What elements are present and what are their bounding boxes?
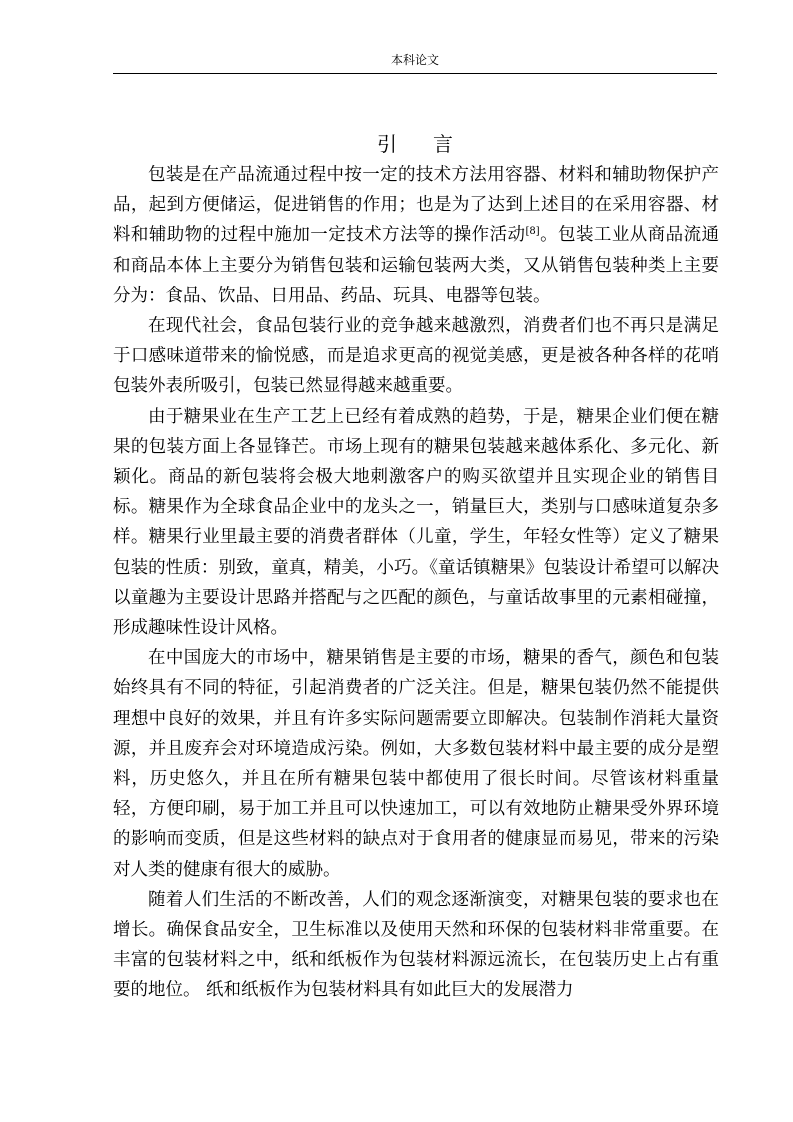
header-rule — [113, 73, 717, 74]
paragraph-text: 。包装工业从商品流通和商品本体上主要分为销售包装和运输包装两大类，又从销售包装种类上主要分为：食品、饮品、日用品、药品、玩具、电器等包装。 — [113, 225, 719, 306]
paragraph-improving-life: 随着人们生活的不断改善，人们的观念逐渐演变，对糖果包装的要求也在增长。确保食品安全，卫生标准以及使用天然和环保的包装材料非常重要。在丰富的包装材料之中，纸和纸板作为包装材料源远流长，在包装历史上占有重要的地位。 纸和纸板作为包装材料具有如此巨大的发展潜力 — [113, 889, 719, 1001]
citation-reference: [8] — [525, 226, 540, 238]
paragraph-text: 包装是在产品流通过程中按一定的技术方法用容器、材料和辅助物保护产品，起到方便储运，促进销售的作用；也是为了达到上述目的在采用容器、材料和辅助物的过程中施加一定技术方法等的操作活动 — [113, 165, 719, 246]
paragraph-packaging-definition — [113, 160, 719, 311]
body-text — [113, 160, 719, 1006]
paragraph-modern-society: 在现代社会，食品包装行业的竞争越来越激烈，消费者们也不再只是满足于口感味道带来的愉悦感，而是追求更高的视觉美感，更是被各种各样的花哨包装外表所吸引，包装已然显得越来越重要。 — [113, 316, 719, 397]
paragraph-candy-industry: 由于糖果业在生产工艺上已经有着成熟的趋势，于是，糖果企业们便在糖果的包装方面上各显锋芒。市场上现有的糖果包装越来越体系化、多元化、新颖化。商品的新包装将会极大地刺激客户的购买欲望并且实现企业的销售目标。糖果作为全球食品企业中的龙头之一，销量巨大，类别与口感味道复杂多样。糖果行业里最主要的消费者群体（儿童，学生，年轻女性等）定义了糖果包装的性质：别致，童真，精美，小巧。《童话镇糖果》包装设计希望可以解决以童趣为主要设计思路并搭配与之匹配的颜色，与童话故事里的元素相碰撞，形成趣味性设计风格。 — [113, 406, 719, 639]
section-title: 引言 — [377, 132, 489, 156]
paragraph-china-market: 在中国庞大的市场中，糖果销售是主要的市场，糖果的香气，颜色和包装始终具有不同的特征，引起消费者的广泛关注。但是，糖果包装仍然不能提供理想中良好的效果，并且有许多实际问题需要立即解决。包装制作消耗大量资源，并且废弃会对环境造成污染。例如，大多数包装材料中最主要的成分是塑料，历史悠久，并且在所有糖果包装中都使用了很长时间。尽管该材料重量轻，方便印刷，易于加工并且可以快速加工，可以有效地防止糖果受外界环境的影响而变质，但是这些材料的缺点对于食用者的健康显而易见，带来的污染对人类的健康有很大的威胁。 — [113, 648, 719, 880]
running-header: 本科论文 — [390, 53, 439, 67]
